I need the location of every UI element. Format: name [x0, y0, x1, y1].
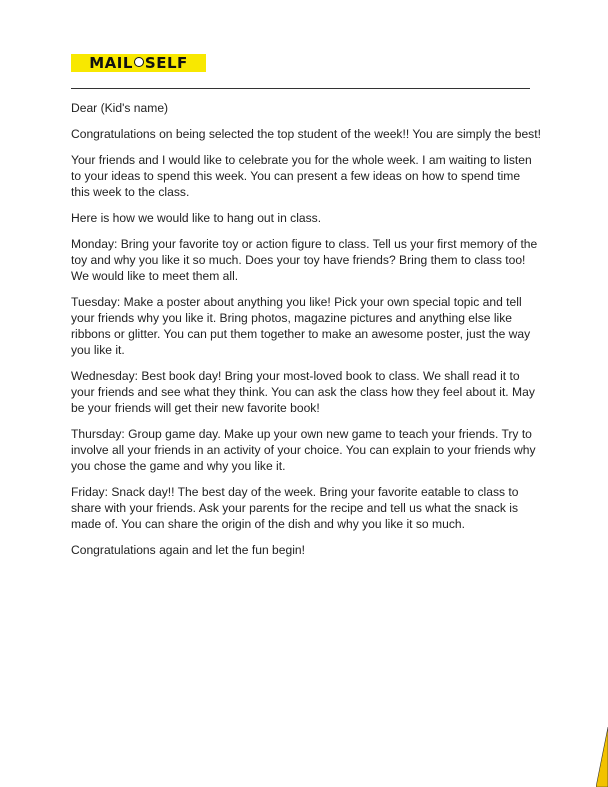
- letter-greeting: Dear (Kid's name): [71, 101, 169, 115]
- letter-paragraph-friday: Friday: Snack day!! The best day of the week. Bring your favorite eatable to class to share with your friends. Ask your parents for the recipe and tell us what the snack is made of. You can share the origin of the dish and why you like it so much.: [71, 485, 519, 531]
- corner-decoration: [596, 727, 608, 787]
- letter-paragraph-monday: Monday: Bring your favorite toy or action figure to class. Tell us your first memory of the toy and why you like it so much. Does your toy have friends? Bring them to class too! We would like to meet them all.: [71, 237, 538, 283]
- logo-left-text: MAIL: [89, 54, 133, 72]
- letter-paragraph: Your friends and I would like to celebrate you for the whole week. I am waiting to listen to your ideas to spend this week. You can present a few ideas on how to spend time this week to the class.: [71, 153, 532, 199]
- letter-paragraph-thursday: Thursday: Group game day. Make up your own new game to teach your friends. Try to involve all your friends in an activity of your choice. You can explain to your friends why you chose the game and why you like it.: [71, 427, 536, 473]
- letter-paragraph-wednesday: Wednesday: Best book day! Bring your most-loved book to class. We shall read it to your friends and see what they think. You can ask the class how they feel about it. May be your friends will get their new favorite book!: [71, 369, 535, 415]
- letter-paragraph: Here is how we would like to hang out in class.: [71, 211, 322, 225]
- header-divider: [71, 88, 530, 89]
- mailself-logo: [71, 54, 206, 72]
- letter-paragraph-tuesday: Tuesday: Make a poster about anything you like! Pick your own special topic and tell your friends why you like it. Bring photos, magazine pictures and anything else like ribbons or glitter. You can put them together to make an awesome poster, just the way you like it.: [71, 295, 531, 357]
- letter-paragraph: Congratulations on being selected the top student of the week!! You are simply the best!: [71, 127, 541, 141]
- letter-closing: Congratulations again and let the fun begin!: [71, 543, 305, 557]
- letter-body: [71, 100, 541, 568]
- logo-globe-icon: [134, 57, 144, 67]
- logo-right-text: SELF: [144, 54, 188, 72]
